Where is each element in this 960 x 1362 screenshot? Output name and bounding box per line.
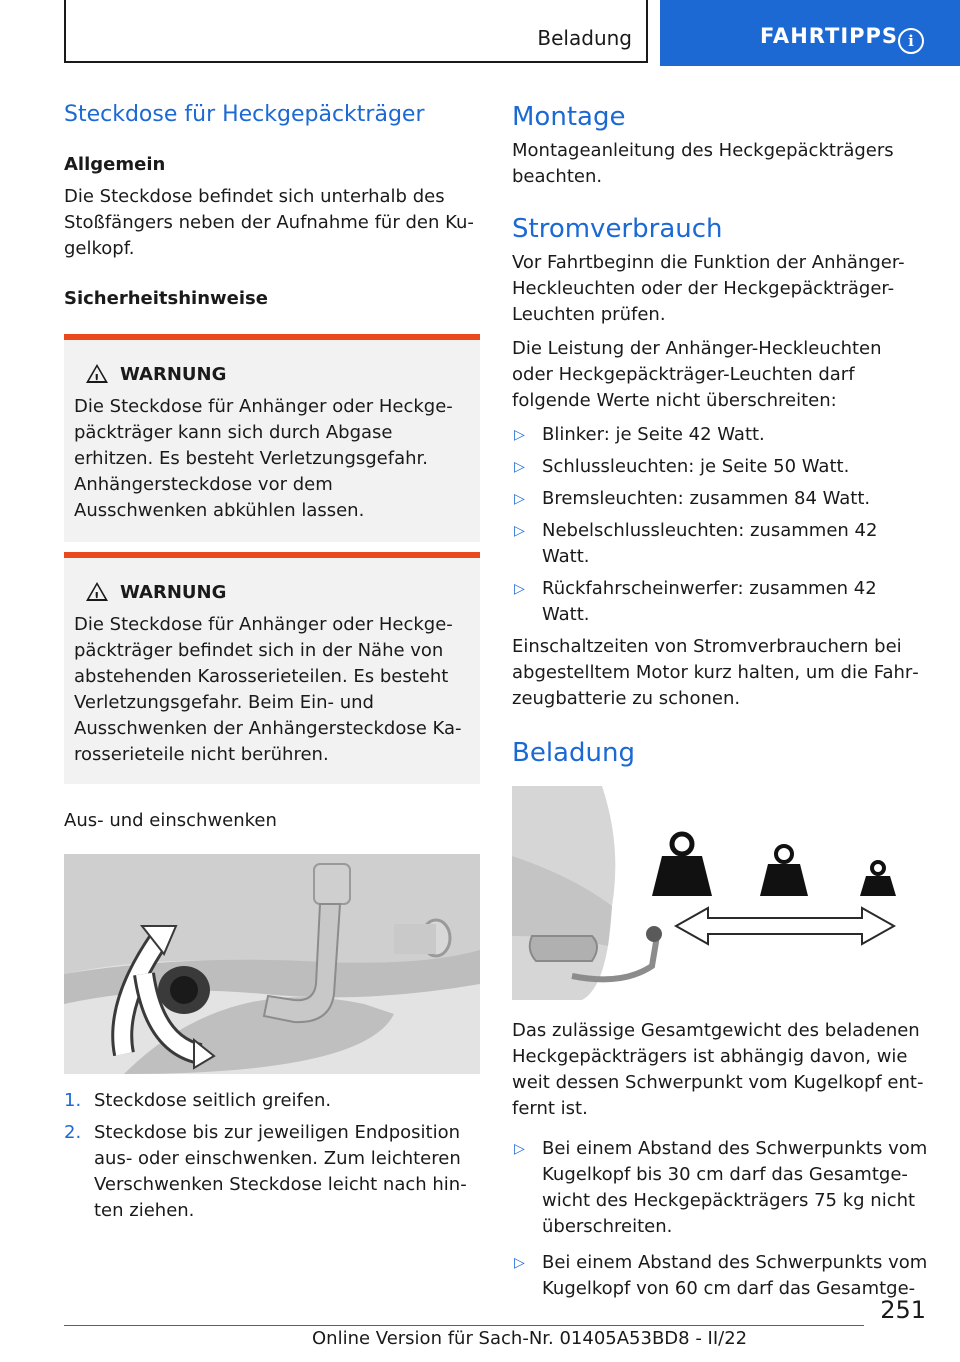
warning-text: Die Steckdose für Anhänger oder Heckgepäckträger kann sich durch Abgase erhitzen. Es besteht Verletzungsgefahr. Anhängersteckdose vor dem Ausschwenken abkühlen lassen. xyxy=(74,396,453,521)
list-item: ▷ Nebelschlussleuchten: zusammen 42 Watt. xyxy=(514,520,878,567)
list-item: ▷ Blinker: je Seite 42 Watt. xyxy=(512,422,928,448)
page-number: 251 xyxy=(880,1296,926,1324)
load-list xyxy=(512,1136,928,1302)
socket-swing-illustration xyxy=(64,854,480,1074)
page-header xyxy=(0,0,960,66)
list-item: ▷ Rückfahrscheinwerfer: zusammen 42 Watt. xyxy=(514,578,877,625)
footer-text: Online Version für Sach-Nr. 01405A53BD8 - II/22 xyxy=(312,1328,748,1349)
power-text-1: Vor Fahrtbeginn die Funktion der Anhänger-Heckleuchten oder der Heckgepäckträger-Leuchten prüfen. xyxy=(512,252,905,325)
section-title: Steckdose für Heckgepäckträger xyxy=(64,102,425,127)
right-column xyxy=(512,100,928,1308)
header-section-box xyxy=(64,0,648,63)
warning-box-2 xyxy=(64,552,480,784)
header-chapter-tab[interactable] xyxy=(660,0,960,66)
mount-text: Montageanleitung des Heckgepäckträgers beachten. xyxy=(512,140,894,187)
step-number: 1. xyxy=(64,1090,82,1111)
load-distance-drawing xyxy=(512,786,928,1000)
warning-box-1 xyxy=(64,334,480,542)
load-text: Das zulässige Gesamtgewicht des beladenen Heckgepäckträgers ist abhängig davon, wie weit dessen Schwerpunkt vom Kugelkopf entfernt ist. xyxy=(512,1020,924,1119)
mount-heading: Montage xyxy=(512,102,626,132)
power-heading: Stromverbrauch xyxy=(512,214,723,244)
triangle-bullet-icon: ▷ xyxy=(514,523,525,539)
power-text-2: Die Leistung der Anhänger-Heckleuchten oder Heckgepäckträger-Leuchten darf folgende Werte nicht überschreiten: xyxy=(512,338,882,411)
general-heading: Allgemein xyxy=(64,154,166,175)
step-text: Steckdose bis zur jeweiligen Endposition aus- oder einschwenken. Zum leichteren Verschwenken Steckdose leicht nach hinten ziehen. xyxy=(94,1122,467,1221)
triangle-bullet-icon: ▷ xyxy=(514,427,525,443)
warning-text: Die Steckdose für Anhänger oder Heckgepäckträger befindet sich in der Nähe von abstehenden Karosserieteilen. Es besteht Verletzungsgefahr. Beim Ein- und Ausschwenken der Anhängersteckdose Karosserieteile nicht berühren. xyxy=(74,614,462,765)
steps-list xyxy=(64,1088,480,1224)
triangle-bullet-icon: ▷ xyxy=(514,1255,525,1271)
swing-heading: Aus- und einschwenken xyxy=(64,810,277,831)
socket-swing-drawing xyxy=(64,854,480,1074)
header-section-label: Beladung xyxy=(537,26,632,50)
safety-heading: Sicherheitshinweise xyxy=(64,288,268,309)
triangle-bullet-icon: ▷ xyxy=(514,459,525,475)
power-list xyxy=(512,422,928,628)
list-item xyxy=(64,1088,480,1114)
general-text: Die Steckdose befindet sich unterhalb des Stoßfängers neben der Aufnahme für den Kugelkopf. xyxy=(64,186,474,259)
exclamation-icon: ! xyxy=(94,372,100,386)
footer-divider xyxy=(64,1325,864,1326)
triangle-bullet-icon: ▷ xyxy=(514,1141,525,1157)
warning-title: ! WARNUNG xyxy=(120,580,470,606)
left-column xyxy=(64,100,480,1230)
info-icon: i xyxy=(898,28,924,54)
list-item: ▷ Bei einem Abstand des Schwerpunkts vom Kugelkopf bis 30 cm darf das Gesamtgewicht des Heckgepäckträgers 75 kg nicht überschreiten. xyxy=(514,1138,928,1237)
exclamation-icon: ! xyxy=(94,590,100,604)
list-item: ▷ Bei einem Abstand des Schwerpunkts vom Kugelkopf von 60 cm darf das Gesamtge- xyxy=(514,1252,928,1299)
triangle-bullet-icon: ▷ xyxy=(514,581,525,597)
step-number: 2. xyxy=(64,1122,82,1143)
step-text: Steckdose seitlich greifen. xyxy=(94,1090,332,1111)
triangle-bullet-icon: ▷ xyxy=(514,491,525,507)
list-item xyxy=(64,1120,480,1224)
list-item: ▷ Schlussleuchten: je Seite 50 Watt. xyxy=(512,454,928,480)
power-text-3: Einschaltzeiten von Stromverbrauchern bei abgestelltem Motor kurz halten, um die Fahrzeugbatterie zu schonen. xyxy=(512,636,919,709)
list-item: ▷ Bremsleuchten: zusammen 84 Watt. xyxy=(512,486,928,512)
warning-title: ! WARNUNG xyxy=(120,362,470,388)
load-distance-illustration xyxy=(512,786,928,1000)
load-heading: Beladung xyxy=(512,738,635,768)
header-chapter-label: FAHRTIPPS xyxy=(760,24,899,48)
